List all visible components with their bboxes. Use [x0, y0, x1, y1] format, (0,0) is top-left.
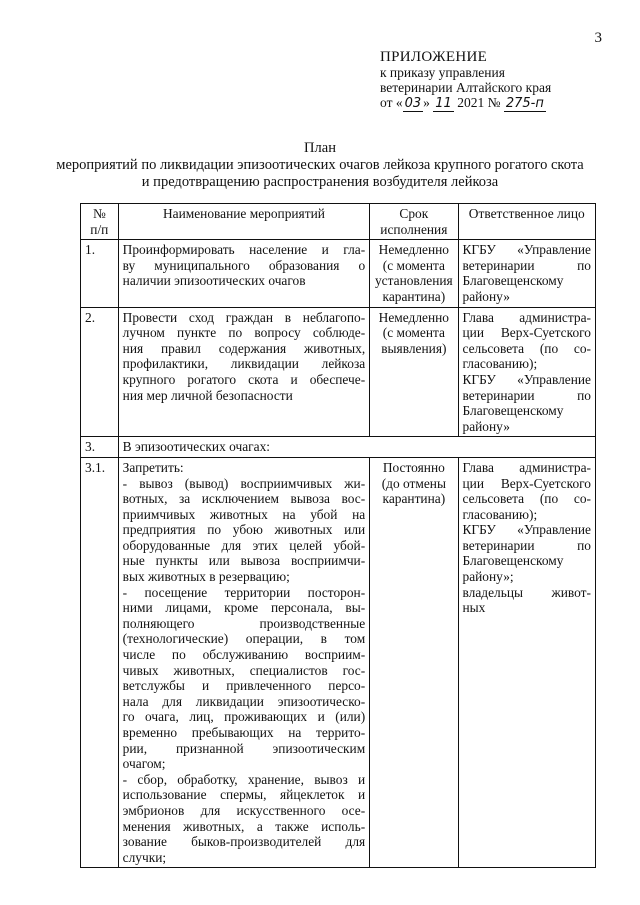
- row-responsible: [458, 307, 596, 437]
- row-num: 3.1.: [81, 457, 119, 867]
- row-term: [370, 457, 458, 867]
- date-mid: »: [423, 95, 430, 110]
- text-line: вотных, за исключением вывоза вос-: [122, 491, 366, 507]
- date-year-no: 2021 №: [457, 95, 501, 110]
- text-line: Благовещенскому: [462, 553, 564, 569]
- plan-subtitle-2: и предотвращению распространения возбудителя лейкоза: [141, 174, 499, 190]
- appendix-block: [380, 50, 551, 111]
- header-num-line: №: [92, 206, 106, 221]
- date-month-handwritten: 11: [435, 96, 452, 111]
- text-line: лучном пункте по вопросу соблюде-: [122, 325, 366, 341]
- page-number: 3: [594, 30, 602, 46]
- row-num: 1.: [81, 240, 119, 307]
- date-prefix: от «: [380, 95, 403, 110]
- text-line: ветеринарии по: [462, 537, 591, 553]
- text-line: Немедленно: [378, 242, 449, 258]
- header-responsible: Ответственное лицо: [458, 204, 596, 240]
- header-num-line: п/п: [90, 221, 109, 237]
- text-line: району»;: [462, 569, 514, 585]
- appendix-line-2: ветеринарии Алтайского края: [380, 80, 552, 95]
- measures-table: [80, 203, 596, 868]
- text-line: временно пребывающих на террито-: [122, 725, 366, 740]
- table-row: [81, 307, 596, 437]
- text-line: предприятия по убою животных или: [122, 522, 366, 538]
- text-line: числе по обслуживанию восприим-: [122, 647, 366, 663]
- text-line: вых животных в резервацию;: [122, 569, 290, 585]
- text-line: КГБУ «Управление: [462, 522, 591, 538]
- text-line: ции Верх-Суетского: [462, 475, 591, 491]
- text-line: нала для ликвидации эпизоотическо-: [122, 693, 366, 709]
- text-line: гласованию);: [462, 506, 538, 522]
- text-line: Запретить:: [122, 459, 184, 475]
- text-line: случки;: [122, 849, 167, 865]
- header-num: [81, 204, 119, 240]
- text-line: Благовещенскому: [462, 273, 564, 289]
- text-line: - сбор, обработку, хранение, вывоз и: [122, 771, 366, 787]
- text-line: очагом;: [122, 756, 166, 772]
- text-line: КГБУ «Управление: [462, 371, 591, 387]
- text-line: чивых животных, специалистов гос-: [122, 662, 366, 678]
- text-line: ними лицами, кроме персонала, вы-: [122, 600, 366, 616]
- row-measure: [118, 240, 370, 307]
- text-line: зование быков-производителей для: [122, 834, 366, 850]
- text-line: профилактики, ликвидации лейкоза: [122, 356, 366, 372]
- text-line: Провести сход граждан в неблагопо-: [122, 309, 366, 325]
- row-term: [370, 307, 458, 437]
- text-line: ных: [462, 600, 486, 616]
- plan-heading: [0, 140, 640, 191]
- text-line: установления: [374, 273, 453, 289]
- row-responsible: [458, 240, 596, 307]
- row-term: [370, 240, 458, 307]
- row-responsible: [458, 457, 596, 867]
- text-line: району»: [462, 418, 510, 434]
- text-line: ветеринарии по: [462, 387, 591, 403]
- row-measure: [118, 307, 370, 437]
- table-row: [81, 457, 596, 867]
- plan-subtitle-1: мероприятий по ликвидации эпизоотических очагов лейкоза крупного рогатого скота: [56, 157, 584, 173]
- text-line: рии, признанной эпизоотическим: [122, 740, 366, 756]
- row-measure: [118, 457, 370, 867]
- text-line: приимчивых животных на убой на: [122, 506, 366, 522]
- text-line: карантина): [382, 288, 446, 304]
- row-num: 3.: [81, 437, 119, 458]
- header-name: Наименование мероприятий: [118, 204, 370, 240]
- appendix-date-line: [380, 95, 551, 111]
- text-line: ветеринарии по: [462, 257, 591, 273]
- text-line: Глава администра-: [462, 309, 591, 325]
- text-line: ния правил содержания животных,: [122, 340, 366, 356]
- text-line: полняющего производственные: [122, 615, 366, 631]
- text-line: (до отмены: [381, 475, 446, 491]
- text-line: карантина): [382, 491, 446, 507]
- table-header-row: [81, 204, 596, 240]
- text-line: эмбрионов для искусственного осе-: [122, 802, 366, 818]
- table-row: [81, 240, 596, 307]
- table-row: [81, 437, 596, 458]
- text-line: району»: [462, 288, 510, 304]
- text-line: (технологические) операции, в том: [122, 631, 366, 647]
- text-line: ные пункты или вывоза восприимчи-: [122, 553, 366, 569]
- text-line: наличии эпизоотических очагов: [122, 273, 306, 289]
- text-line: Немедленно: [378, 309, 449, 325]
- text-line: выявления): [381, 340, 447, 356]
- text-line: ции Верх-Суетского: [462, 325, 591, 341]
- text-line: го очага, лиц, проживающих и (или): [122, 709, 366, 725]
- text-line: ния мер личной безопасности: [122, 387, 293, 403]
- text-line: ву муниципального образования о: [122, 257, 366, 273]
- text-line: - посещение территории посторон-: [122, 584, 366, 600]
- header-term-line: Срок: [399, 206, 429, 221]
- text-line: использование спермы, яйцеклеток и: [122, 787, 366, 803]
- text-line: гласованию);: [462, 356, 538, 372]
- appendix-title: ПРИЛОЖЕНИЕ: [380, 49, 488, 65]
- text-line: (с момента: [382, 257, 445, 273]
- header-term-line: исполнения: [380, 221, 448, 237]
- text-line: крупного рогатого скота и обеспече-: [122, 371, 366, 387]
- text-line: - вывоз (вывод) восприимчивых жи-: [122, 475, 366, 491]
- date-day-handwritten: 03: [404, 96, 422, 111]
- text-line: оборудованные для этих целей убой-: [122, 537, 366, 553]
- text-line: сельсовета (по со-: [462, 491, 591, 507]
- row-section-title: В эпизоотических очагах:: [118, 437, 595, 458]
- text-line: менения животных, а также исполь-: [122, 818, 366, 834]
- text-line: Проинформировать население и гла-: [122, 242, 366, 258]
- text-line: сельсовета (по со-: [462, 340, 591, 356]
- text-line: КГБУ «Управление: [462, 242, 591, 258]
- appendix-line-1: к приказу управления: [380, 65, 505, 80]
- plan-title: План: [304, 140, 336, 156]
- text-line: Глава администра-: [462, 459, 591, 475]
- header-term: [370, 204, 458, 240]
- order-number-handwritten: 275-п: [505, 96, 544, 111]
- text-line: (с момента: [382, 325, 445, 341]
- text-line: Благовещенскому: [462, 403, 564, 419]
- text-line: владельцы живот-: [462, 584, 591, 600]
- text-line: Постоянно: [382, 459, 445, 475]
- row-num: 2.: [81, 307, 119, 437]
- text-line: ветслужбы и привлеченного персо-: [122, 678, 366, 694]
